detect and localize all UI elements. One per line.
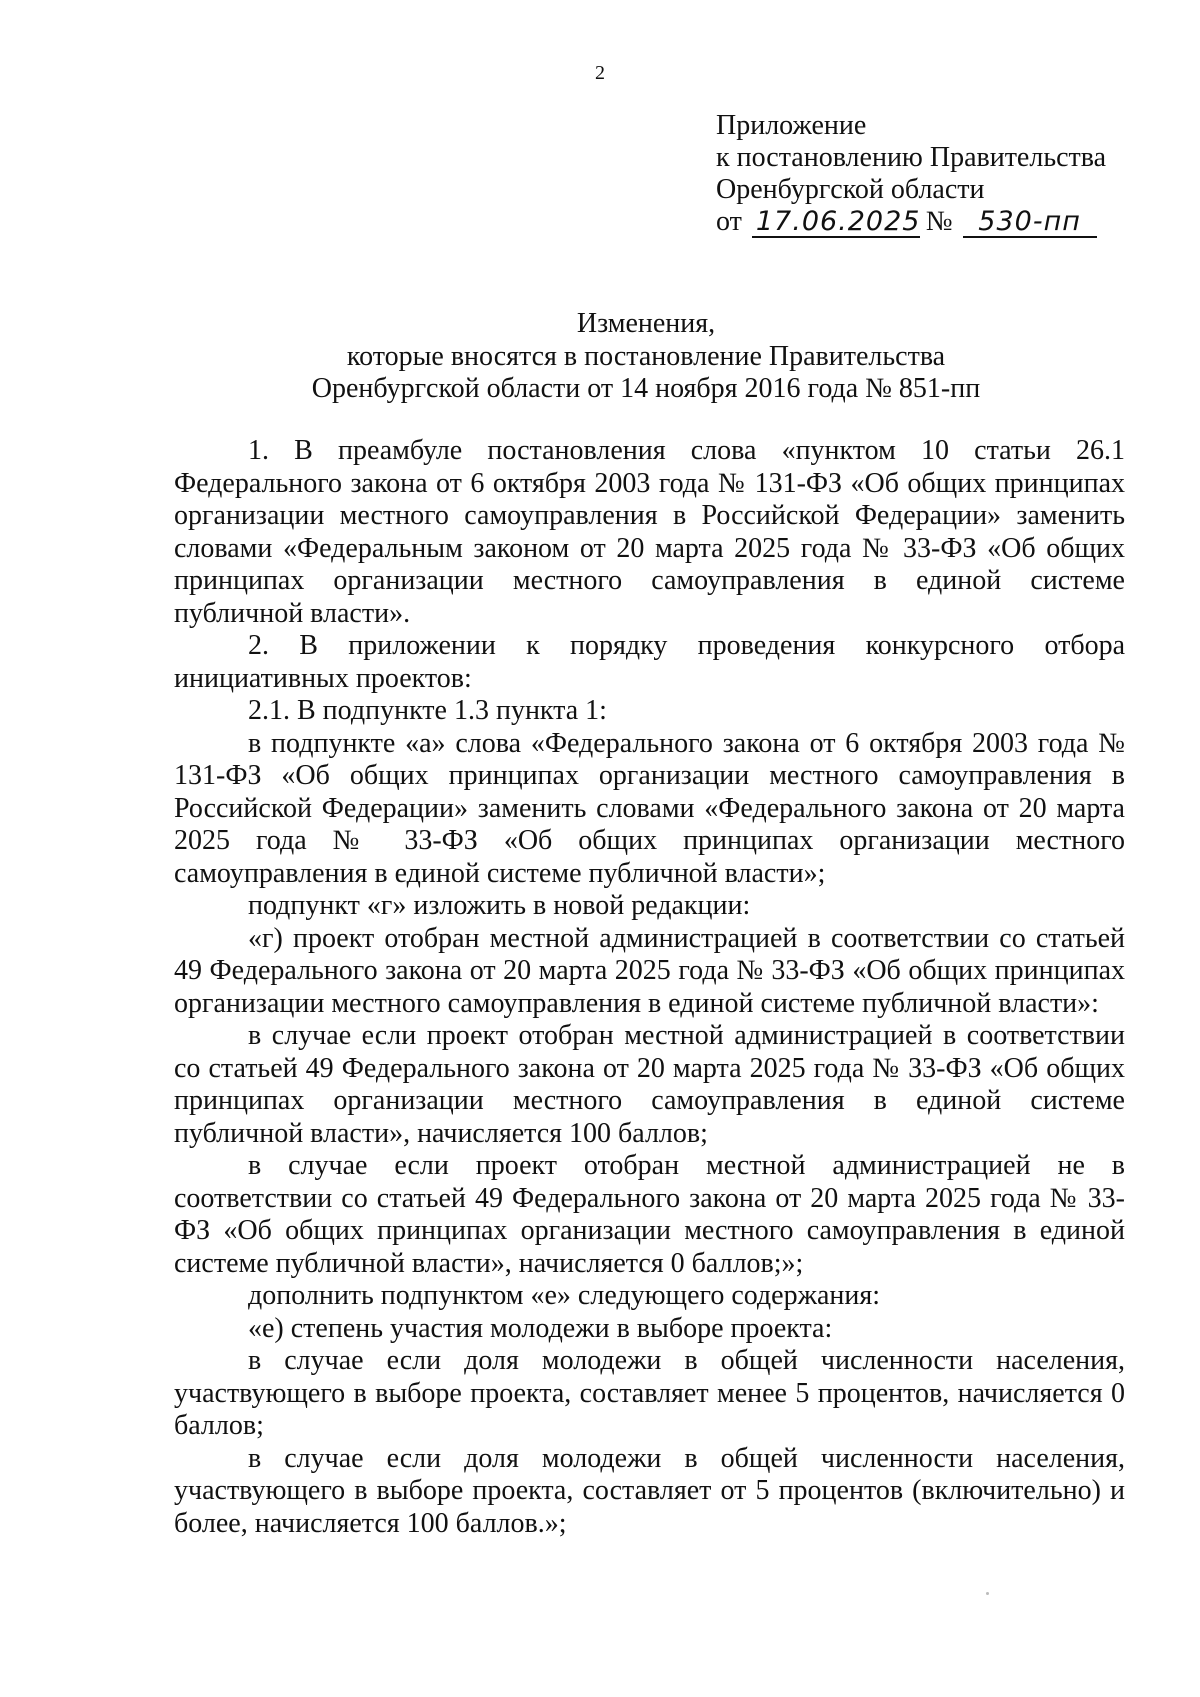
appendix-line-2: к постановлению Правительства bbox=[716, 142, 1107, 173]
document-title bbox=[0, 308, 1200, 406]
handwritten-number: 530-пп bbox=[963, 208, 1097, 238]
paragraph-subpoint-e: «е) степень участия молодежи в выборе проекта: bbox=[248, 1312, 833, 1344]
title-line-2: которые вносятся в постановление Правительства bbox=[346, 340, 946, 372]
paragraph-e-case-1: в случае если доля молодежи в общей численности населения, участвующего в выборе проекта, составляет менее 5 процентов, начисляется 0 баллов; bbox=[174, 1345, 1125, 1441]
paragraph-g-case-1: в случае если проект отобран местной администрацией в соответствии со статьей 49 Федерального закона от 20 марта 2025 года № 33-ФЗ «Об общих принципах организации местного самоуправления в единой системе публичной власти», начисляется 100 баллов; bbox=[174, 1020, 1125, 1149]
paragraph-subpoint-a: в подпункте «а» слова «Федерального закона от 6 октября 2003 года № 131-ФЗ «Об общих принципах организации местного самоуправления в Российской Федерации» заменить словами «Федерального закона от 20 марта 2025 года № 33-ФЗ «Об общих принципах организации местного самоуправления в единой системе публичной власти»; bbox=[174, 727, 1125, 889]
appendix-date-number-line bbox=[716, 206, 1176, 238]
paragraph-subpoint-e-intro: дополнить подпунктом «е» следующего содержания: bbox=[248, 1280, 881, 1311]
title-line-1: Изменения, bbox=[576, 308, 716, 339]
paragraph-subpoint-g-intro: подпункт «г» изложить в новой редакции: bbox=[248, 890, 751, 921]
title-line-3: Оренбургской области от 14 ноября 2016 года № 851-пп bbox=[311, 373, 981, 404]
number-sign: № bbox=[925, 206, 953, 237]
appendix-line-3: Оренбургской области bbox=[716, 174, 985, 205]
paragraph-g-case-2: в случае если проект отобран местной администрацией не в соответствии со статьей 49 Федерального закона от 20 марта 2025 года № 33-ФЗ «Об общих принципах организации местного самоуправления в единой системе публичной власти», начисляется 0 баллов;»; bbox=[174, 1150, 1125, 1279]
paragraph-subpoint-g: «г) проект отобран местной администрацией в соответствии со статьей 49 Федерального закона от 20 марта 2025 года № 33-ФЗ «Об общих принципах организации местного самоуправления в единой системе публичной власти»: bbox=[174, 922, 1125, 1019]
paragraph-e-case-2: в случае если доля молодежи в общей численности населения, участвующего в выборе проекта, составляет от 5 процентов (включительно) и более, начисляется 100 баллов.»; bbox=[174, 1442, 1125, 1539]
appendix-header bbox=[716, 110, 1176, 238]
paragraph-2: 2. В приложении к порядку проведения конкурсного отбора инициативных проектов: bbox=[174, 630, 1125, 694]
scan-artifact bbox=[986, 1592, 989, 1595]
paragraph-1: 1. В преамбуле постановления слова «пунктом 10 статьи 26.1 Федерального закона от 6 октября 2003 года № 131-ФЗ «Об общих принципах организации местного самоуправления в Российской Федерации» заменить словами «Федеральным законом от 20 марта 2025 года № 33-ФЗ «Об общих принципах организации местного самоуправления в единой системе публичной власти». bbox=[174, 435, 1125, 629]
paragraph-2-1: 2.1. В подпункте 1.3 пункта 1: bbox=[248, 695, 607, 726]
document-body bbox=[174, 435, 1125, 1540]
appendix-title: Приложение bbox=[716, 110, 867, 141]
from-label: от bbox=[716, 206, 742, 237]
page-number: 2 bbox=[595, 62, 605, 84]
handwritten-date: 17.06.2025 bbox=[752, 208, 920, 238]
